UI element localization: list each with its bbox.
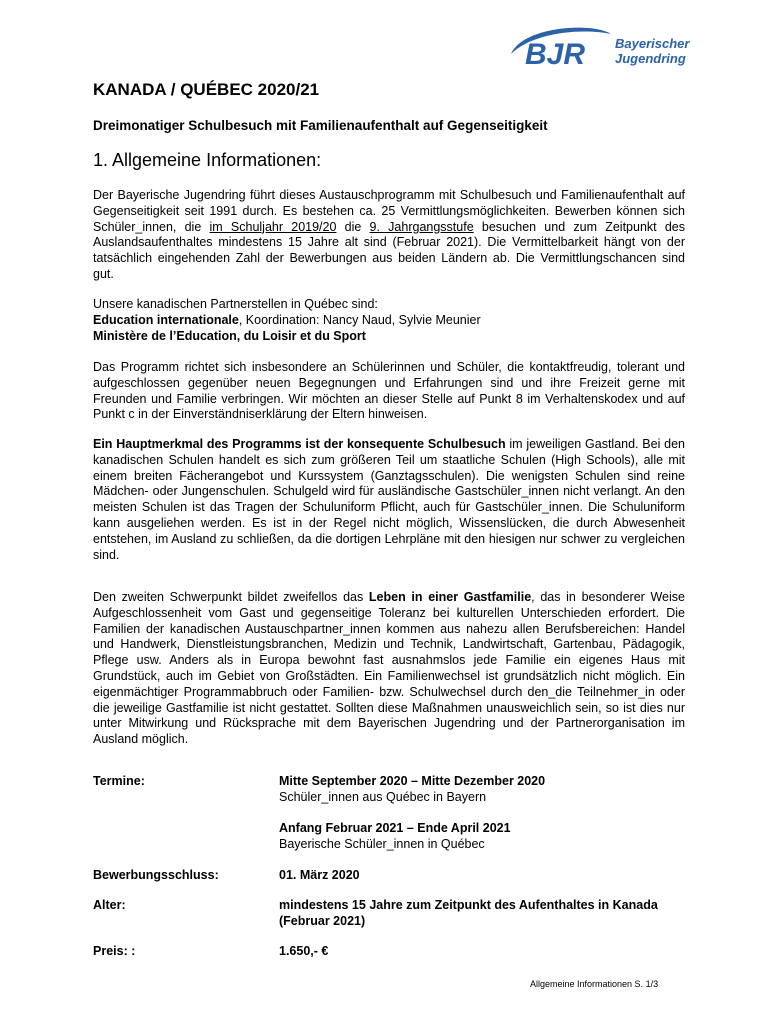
partner-org-2: Ministère de l’Education, du Loisir et du Sport	[93, 328, 366, 343]
date-desc-2: Bayerische Schüler_innen in Québec	[279, 836, 485, 851]
age-value: mindestens 15 Jahre zum Zeitpunkt des Aufenthaltes in Kanada (Februar 2021)	[279, 898, 658, 928]
host-family-paragraph: Den zweiten Schwerpunkt bildet zweifellos das Leben in einer Gastfamilie, das in besonderer Weise Aufgeschlossenheit vom Gast und gegenseitige Toleranz bei kulturellen Unterschieden erfordert. Die Familien der kanadischen Austauschpartner_innen kommen aus nahezu allen Berufsbereichen: Handel und Handwerk, Dienstleistungsbranchen, Medizin und Technik, Landwirtschaft, Gartenbau, Pädagogik, Pflege usw. Anders als in Europa bewohnt fast ausnahmslos jede Familie ein eigenes Haus mit Grundstück, auch im Gebiet von Großstädten. Ein Familienwechsel ist grundsätzlich nicht möglich. Ein eigenmächtiger Programmabbruch oder Familien- bzw. Schulwechsel durch den_die Teilnehmer_in oder die jeweilige Gastfamilie ist nicht gestattet. Sollten diese Maßnahmen unausweichlich sein, so ist dies nur unter Mitwirkung und Rücksprache mit dem Bayerischen Jugendring und der Partnerorganisation im Ausland möglich.	[93, 590, 685, 747]
grade-underlined: 9. Jahrgangsstufe	[369, 219, 474, 234]
page-title: KANADA / QUÉBEC 2020/21	[93, 80, 320, 99]
partners-intro: Unsere kanadischen Partnerstellen in Québec sind:	[93, 297, 378, 311]
target-group-paragraph: Das Programm richtet sich insbesondere an Schülerinnen und Schüler, die kontaktfreudig, tolerant und aufgeschlossen gegenüber neuen Begegnungen und Erfahrungen sind und ihre Freizeit gerne mit Freunden und Familie verbringen. Wir möchten an dieser Stelle auf Punkt 8 im Verhaltenskodex und auf Punkt c in der Einverständniserklärung der Eltern hinweisen.	[93, 360, 685, 422]
logo-name-line2: Jugendring	[615, 51, 686, 66]
partners-block	[93, 297, 685, 344]
page-footer: Allgemeine Informationen S. 1/3	[530, 979, 659, 989]
school-paragraph: Ein Hauptmerkmal des Programms ist der konsequente Schulbesuch im jeweiligen Gastland. Bei den kanadischen Schulen handelt es sich zum größeren Teil um staatliche Schulen (High Schools), alle mit einem breiten Fächerangebot und Kurssystem (Ganztagsschulen). Die wenigsten Schulen sind reine Mädchen- oder Jungenschulen. Schulgeld wird für ausländische Gastschüler_innen nicht verlangt. An den meisten Schulen ist das Tragen der Schuluniform Pflicht, auch für Gastschüler_innen. Die Schuluniform kann ausgeliehen werden. Es ist in der Regel nicht möglich, Wissenslücken, die durch Abwesenheit entstehen, im Ausland zu schließen, da die dortigen Lehrpläne mit den hiesigen nur schwer zu vergleichen sind.	[93, 437, 685, 562]
deadline-label: Bewerbungsschluss:	[93, 868, 219, 882]
logo-brand: BJR	[525, 38, 586, 71]
dates-block-2	[279, 821, 511, 853]
school-year-underlined: im Schuljahr 2019/20	[209, 219, 337, 234]
price-label: Preis: :	[93, 944, 136, 958]
page-subtitle: Dreimonatiger Schulbesuch mit Familienaufenthalt auf Gegenseitigkeit	[93, 118, 548, 133]
logo-name	[615, 36, 689, 66]
date-range-2: Anfang Februar 2021 – Ende April 2021	[279, 821, 511, 835]
section-heading: 1. Allgemeine Informationen:	[93, 150, 322, 170]
deadline-value: 01. März 2020	[279, 868, 360, 882]
partner-org-1: Education internationale, Koordination: Nancy Naud, Sylvie Meunier	[93, 312, 481, 327]
date-desc-1: Schüler_innen aus Québec in Bayern	[279, 789, 487, 804]
dates-label: Termine:	[93, 774, 145, 788]
intro-paragraph: Der Bayerische Jugendring führt dieses Austauschprogramm mit Schulbesuch und Familienaufenthalt auf Gegenseitigkeit seit 1991 durch. Es bestehen ca. 25 Vermittlungsmöglichkeiten. Bewerben können sich Schüler_innen, die im Schuljahr 2019/20 die 9. Jahrgangsstufe besuchen und zum Zeitpunkt des Auslandsaufenthaltes mindestens 15 Jahre alt sind (Februar 2021). Die Vermittelbarkeit hängt von der tatsächlich eingehenden Zahl der Bewerbungen aus beiden Ländern ab. Die Vermittlungschancen sind gut.	[93, 188, 685, 281]
logo-name-line1: Bayerischer	[615, 36, 690, 51]
price-value: 1.650,- €	[279, 944, 329, 958]
dates-block-1	[279, 774, 545, 806]
date-range-1: Mitte September 2020 – Mitte Dezember 2020	[279, 774, 546, 788]
age-label: Alter:	[93, 898, 126, 912]
